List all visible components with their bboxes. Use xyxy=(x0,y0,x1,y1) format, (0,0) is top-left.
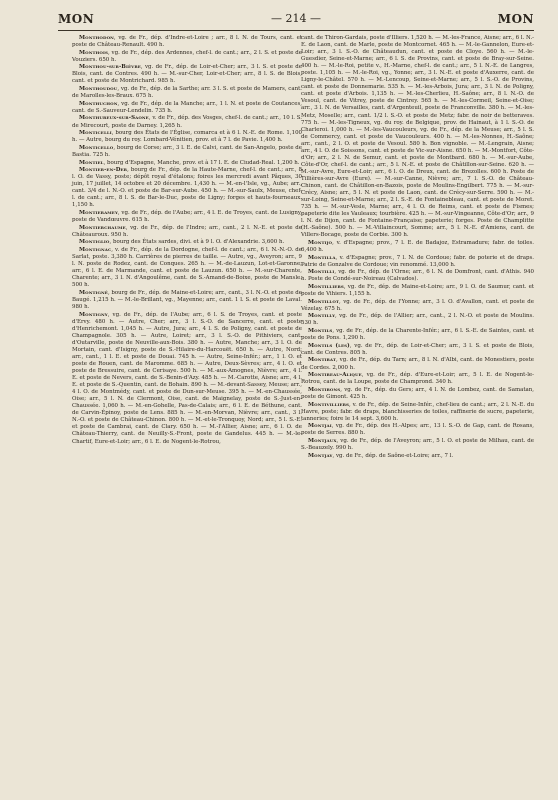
entry-text: , vg. de Fr., dép. de la Sarthe; arr. 3 l. S. et poste de Mamers, cant. de Marolles-les-Braux. 675 h. xyxy=(72,86,302,100)
entry-headword: Montijo xyxy=(308,239,333,246)
entry-headword: Monthois xyxy=(79,49,108,56)
page-number: — 214 — xyxy=(271,12,321,25)
right-column xyxy=(301,35,534,460)
entry-text: , bourg de Corse; arr., 3 l. E. de Calvi, cant. de San-Angelo, poste de Bastia. 725 h. xyxy=(72,144,302,158)
entry-headword: Montils (les) xyxy=(308,342,350,349)
entry-text: , vg. de Fr., dép. de l'Indre; arr., cant., 2 l. N.-E. et poste de Châteauroux. 950 h. xyxy=(72,224,302,238)
entry-headword: Montiel xyxy=(79,159,104,166)
entry-text: , vg. de Fr., dép. de l'Allier; arr., cant., 2 l. N.-O. et poste de Moulins. 530 h. xyxy=(301,313,534,327)
dictionary-entry xyxy=(72,86,302,100)
entry-text: , vg. de Fr., dép. du Gers; arr., 4 l. N. de Lombez, cant. de Samatan, poste de Gimont. 425 h. xyxy=(301,386,534,400)
dictionary-entry xyxy=(301,402,534,423)
entry-headword: Montils xyxy=(308,328,333,335)
dictionary-entry xyxy=(72,145,302,159)
dictionary-entry xyxy=(301,299,534,313)
dictionary-entry xyxy=(72,210,302,224)
entry-headword: Montiglio xyxy=(79,239,110,246)
entry-text: , vg. de Fr., dép. de l'Yonne; arr., 3 l. O. d'Avallon, cant. et poste de Vézelay. 675 h. xyxy=(301,298,534,312)
entry-headword: Montjaux xyxy=(308,437,337,444)
running-head-right: MON xyxy=(497,12,534,26)
dictionary-entry xyxy=(72,101,302,115)
entry-headword: Montilly xyxy=(308,313,336,320)
dictionary-entry xyxy=(301,453,534,460)
entry-headword: Montierchaume xyxy=(79,224,126,231)
entry-headword: Montivilliers xyxy=(308,401,350,408)
entry-headword: Monthoudou xyxy=(79,86,118,93)
dictionary-entry xyxy=(301,372,534,386)
entry-headword: Montigny xyxy=(79,311,108,318)
dictionary-entry xyxy=(301,387,534,401)
entry-headword: Montilliers xyxy=(308,284,344,291)
entry-text: , v. d'Espagne; prov., 7 l. E. de Badajoz, Estramadure; fabr. de toiles. 6,400 h. xyxy=(301,239,534,253)
entry-text: , vg. de Fr., dép. d'Eure-et-Loir; arr., 5 l. E. de Nogent-le-Rotrou, cant. de la Loupe, poste de Champrond. 340 h. xyxy=(301,372,534,386)
left-column xyxy=(72,35,302,446)
entry-headword: Monthuchon xyxy=(79,100,118,107)
entry-text: , bourg des États de l'Église, comarca et à 6 l. N.-E. de Rome. 1,100 h. — Autre, bourg du roy. Lombard-Vénitien, prov. et à 7 l. de Pavie. 1,400 h. xyxy=(72,130,302,144)
entry-headword: Montireau-Alique xyxy=(308,372,362,379)
dictionary-entry xyxy=(301,313,534,327)
entry-text: , vg. de Fr., dép. de Maine-et-Loire; arr., 9 l. O. de Saumur, cant. et poste de Vihiers. 1,155 h. xyxy=(301,284,534,298)
entry-text: , v. de Fr., dép. de Seine-Infér., chef-lieu de cant.; arr., 2 l. N.-E. du Havre, poste; fabr. de draps, blanchisseries de toiles, raffinerie de sucre, papeterie, tanneries; foire le 14 sept. 3,600 h. xyxy=(301,401,534,422)
entry-headword: Montieramey xyxy=(79,210,118,217)
entry-text: , vg. de Fr., dép. de l'Orne; arr., 6 l. N. de Domfront, cant. d'Athis. 940 h. Poste de Condé-sur-Noireau (Calvados). xyxy=(301,269,534,283)
dictionary-entry xyxy=(301,255,534,269)
dictionary-entry xyxy=(72,115,302,129)
entry-headword: Monticelli xyxy=(79,130,112,137)
entry-text: , vg. de Fr., dép. de l'Aube; arr., 4 l. E. de Troyes, cant. de Lusigny, poste de Vandœuvre. 615 h. xyxy=(72,210,302,224)
dictionary-entry xyxy=(72,160,302,167)
dictionary-entry xyxy=(301,284,534,298)
dictionary-entry xyxy=(72,35,302,49)
entry-headword: Montillot xyxy=(308,298,339,305)
entry-text: , vg. de Fr., dép. de Saône-et-Loire; arr., 7 l. xyxy=(332,452,454,459)
dictionary-entry xyxy=(72,167,302,209)
entry-headword: Montignac xyxy=(79,247,112,254)
entry-text: , vg. de Fr., dép. de l'Aube; arr., 6 l. S. de Troyes, cant. et poste d'Ervy. 480 h. — Autre, Cher; arr., 3 l. S.-O. de Sancerre, cant. et poste d'Henrichemont. 1,045 h. — Autre, Jura; arr., 4 l. S. de Poligny, cant. et poste de Champagnole. 305 h. — Autre, Loiret; arr., 3 l. S.-O. de Pithiviers, cant. d'Outarville, poste de Neuville-aux-Bois. 380 h. — Autre, Manche; arr., 3 l. O. de Mortain, cant. d'Isigny, poste de S.-Hilaire-du-Harcouët. 650 h. — Autre, Nord; arr., cant., 1 l. E. et poste de Douai. 745 h. — Autre, Seine-Infér.; arr., 1 l. O. et poste de Rouen, cant. de Maromme. 685 h. — Autre, Deux-Sèvres; arr., 4 l. O. et poste de Bressuire, cant. de Cerisaye. 500 h. — M.-aux-Amognes, Nièvre; arr., 4 l. E. et poste de Nevers, cant. de S.-Benin-d'Azy. 485 h. — M.-Carotte, Aisne; arr., 4 l. E. et poste de S.-Quentin, cant. de Bohain. 890 h. — M.-devant-Sassey, Meuse; arr., 4 l. O. de Montmédy, cant. et poste de Dun-sur-Meuse. 395 h. — M.-en-Chaussée, Oise; arr., 5 l. N. de Clermont, Oise, cant. de Maignelay, poste de S.-Just-en-Chaussée. 1,060 h. — M.-en-Gohelle, Pas-de-Calais; arr., 6 l. E. de Béthune, cant. de Carvin-Épinoy, poste de Lens. 885 h. — M.-en-Morvan, Nièvre; arr., cant., 3 l. N.-O. et poste de Château-Chinon. 800 h. — M.-et-le-Tronquoy, Nord; arr., 5 l. S.-E. et poste de Cambrai, cant. de Clary. 650 h. — M.-l'Allier, Aisne; arr., 6 l. O. de Château-Thierry, cant. de Neuilly-S.-Front, poste de Gandelus. 445 h. — M.-le-Chartif, Eure-et-Loir; arr., 6 l. E. de Nogent-le-Rotrou, xyxy=(72,311,302,445)
entry-text: , bourg de Fr., dép. de Maine-et-Loire; arr., cant., 3 l. N.-O. et poste de Baugé. 1,215 h. — M.-le-Brillant, vg., Mayenne; arr., cant. 1 l. S. et poste de Laval. 980 h. xyxy=(72,289,302,311)
entry-headword: Montirons xyxy=(308,386,341,393)
entry-text: , v. de Fr., dép. de la Dordogne, chef-l. de cant.; arr., 6 l. N.-N.-O. de Sarlat, poste. 3,380 h. Carrières de pierres de taille. — Autre, vg., Aveyron; arr., 9 l. N. poste de Rodez, cant. de Conques. 265 h. — M.-de-Lauzun, Lot-et-Garonne; arr., 6 l. E. de Marmande, cant. et poste de Lauzun. 650 h. — M.-sur-Charente, Charente; arr., 3 l. N. d'Angoulême, cant. de S.-Amand-de-Boixe, poste de Mansle. 500 h. xyxy=(72,247,302,289)
entry-text: , vg. de Fr., dép. des H.-Alpes; arr., 13 l. S.-O. de Gap, cant. de Rosans, poste de Serres. 880 h. xyxy=(301,423,534,437)
header-rule xyxy=(58,30,534,31)
dictionary-entry xyxy=(301,35,534,239)
entry-headword: Monthodon xyxy=(79,35,114,41)
dictionary-entry xyxy=(72,50,302,64)
entry-text: , v. d'Espagne; prov., 7 l. N. de Cordoue; fabr. de poterie et de draps. Patrie de Gonzalve de Cordoue; vin renommé. 13,000 h. xyxy=(301,254,534,268)
entry-text: , vg. de Fr., dép. de l'Aveyron; arr., 5 l. O. et poste de Milhau, cant. de S.-Beauzely. 990 h. xyxy=(301,437,534,451)
entry-headword: Montier-en-Der xyxy=(79,167,128,174)
dictionary-entry xyxy=(72,64,302,85)
dictionary-entry xyxy=(301,328,534,342)
entry-headword: Montirat xyxy=(308,357,336,364)
entry-text: , vg. de Fr., dép. d'Indre-et-Loire ; arr., 8 l. N. de Tours, cant. et poste de Château-Renault. 490 h. xyxy=(72,35,302,49)
dictionary-entry xyxy=(301,343,534,357)
dictionary-entry xyxy=(72,130,302,144)
dictionary-entry xyxy=(301,423,534,437)
dictionary-entry xyxy=(72,290,302,311)
entry-headword: Monticello xyxy=(79,144,114,151)
entry-text: cant. de Thiron-Gardais, poste d'Illiers. 1,520 h. — M.-les-France, Aisne; arr., 6 l. N.-E. de Laon, cant. de Marle, poste de Montcornet. 465 h. — M.-le-Gannelon, Eure-et-Loir; arr., 3 l. S.-O. de Châteaudun, cant. et poste de Cloye. 560 h. — M.-le-Guesdier, Seine-et-Marne; arr., 6 l. S. de Provins, cant. et poste de Bray-sur-Seine. 400 h. — M.-le-Roi, petite v., H.-Marne, chef-l. de cant.; arr., 5 l. N.-E. de Langres, poste. 1,105 h. — M.-le-Roi, vg., Yonne; arr., 3 l. N.-E. et poste d'Auxerre, cant. de Ligny-le-Châtel. 570 h. — M.-Lencoup, Seine-et-Marne; arr., 5 l. S.-O. de Provins, cant. et poste de Donnemarie. 535 h. — M.-les-Arbois, Jura; arr., 3 l. N. de Poligny, cant. et poste d'Arbois. 1,135 h. — M.-les-Cherlieu, H.-Saône; arr., 8 l. N.-O. de Vesoul, cant. de Vitrey, poste de Cintrey. 565 h. — M.-les-Cormeil, Seine-et-Oise; arr., 3 l. N. de Versailles, cant. d'Argenteuil, poste de Franconville. 380 h. — M.-les-Metz, Moselle; arr., cant. 1/2 l. S.-O. et poste de Metz; fabr. de noir de betteraves. 775 h. — M.-les-Tigneux, vg. du roy. de Belgique, prov. de Hainaut, à 1 l. S.-O. de Charleroi. 1,000 h. — M.-les-Vaucouleurs, vg. de Fr., dép. de la Meuse; arr., 5 l. S. de Commercy, cant. et poste de Vaucouleurs. 400 h. — M.-les-Nonnes, H.-Saône; arr., cant., 2 l. O. et poste de Vesoul. 580 h. Bon vignoble. — M.-Lengrain, Aisne; arr., 4 l. O. de Soissons, cant. et poste de Vic-sur-Aisne. 650 h. — M.-Montfort, Côte-d'Or; arr., 2 l. N. de Semur, cant. et poste de Montbard. 680 h. — M.-sur-Aube, Côte-d'Or, chef-l. de cant.; arr., 5 l. N.-E. et poste de Châtillon-sur-Seine. 620 h. — M.-sur-Avre, Eure-et-Loir; arr., 6 l. O. de Dreux, cant. de Brezolles. 600 h. Poste de Tillières-sur-Avre (Eure). — M.-sur-Canne, Nièvre; arr., 7 l. S.-O. de Château-Chinon, cant. de Châtillon-en-Bazois, poste de Moulins-Engilbert. 775 h. — M.-sur-Crécy, Aisne; arr., 5 l. N. et poste de Laon, cant. de Crécy-sur-Serre. 590 h. — M.-sur-Loing, Seine-et-Marne; arr., 2 l. S.-E. de Fontainebleau, cant. et poste de Moret. 735 h. — M.-sur-Vesle, Marne; arr., 4 l. O. de Reims, cant. et poste de Fismes; papeterie dite les Vauleaux; tourbière. 425 h. — M.-sur-Vingeanne, Côte-d'Or; arr., 9 l. N. de Dijon, cant. de Fontaine-Française; papeterie; forges. Poste de Champlitte (H.-Saône). 500 h. — M.-Villaincourt, Somme; arr., 5 l. N.-E. d'Amiens, cant. de Villers-Bocage, poste de Corbie. 300 h. xyxy=(301,35,535,239)
entry-headword: Montjay xyxy=(308,452,333,459)
entry-text: , vg. de Fr., dép. de la Manche; arr., 1 l. N. et poste de Coutances, cant. de S.-Sauveur-Lendelin. 735 h. xyxy=(72,100,302,114)
entry-headword: Montigné xyxy=(79,289,108,296)
dictionary-entry xyxy=(72,225,302,239)
dictionary-entry xyxy=(301,240,534,254)
entry-text: , vg. de Fr., dép. de Loir-et-Cher; arr., 3 l. S. et poste de Blois, cant. de Contres. 805 h. xyxy=(301,342,535,356)
dictionary-entry xyxy=(72,312,302,446)
entry-text: , bourg des États sardes, divi. et à 9 l. O. d'Alexandrie. 3,600 h. xyxy=(109,239,285,246)
entry-text: , bourg de Fr., dép. de la Haute-Marne, chef-l. de cant.; arr., 8 l. O. de Vassy, poste; dépôt royal d'étalons; foires les mercredi avant Pâques, 30 juin, 17 juillet, 14 octobre et 20 décembre. 1,430 h. — M.-en-l'Isle, vg., Aube; arr., cant. 3/4 de l. N.-O. et poste de Bar-sur-Aube. 450 h. — M.-sur-Saulx, Meuse, chef-l. de cant.; arr., 8 l. S. de Bar-le-Duc, poste de Ligny; forges et hauts-fourneaux. 1,150 h. xyxy=(72,167,302,209)
dictionary-entry xyxy=(72,247,302,289)
entry-text: , vg. de Fr., dép. de Loir-et-Cher; arr., 3 l. S. et poste de Blois, cant. de Contres. 490 h. — M.-sur-Cher, Loir-et-Cher; arr., 8 l. S. de Blois, cant. et poste de Montrichard. 985 h. xyxy=(72,64,302,85)
running-head-left: MON xyxy=(58,12,95,26)
entry-headword: Montilla xyxy=(308,254,336,261)
dictionary-entry xyxy=(301,269,534,283)
entry-headword: Montilli xyxy=(308,269,335,276)
entry-text: , v. de Fr., dép. des Vosges, chef-l. de cant.; arr., 10 l. S. de Mirecourt, poste de Darney. 1,265 h. xyxy=(72,115,302,129)
page-header xyxy=(58,12,534,32)
entry-text: , vg. de Fr., dép. des Ardennes, chef-l. de cant.; arr., 2 l. S. et poste de Vouziers. 650 h. xyxy=(72,49,302,63)
dictionary-entry xyxy=(301,357,534,371)
entry-text: , vg. de Fr., dép. de la Charente-Infér.; arr., 6 l. S.-E. de Saintes, cant. et poste de Pons. 1,290 h. xyxy=(301,328,534,342)
dictionary-entry xyxy=(72,239,302,246)
entry-text: , vg. de Fr., dép. du Tarn; arr., 8 l. N. d'Albi, cant. de Monestiers, poste de Cordes. 2,000 h. xyxy=(301,357,534,371)
entry-headword: Montjai xyxy=(308,423,332,430)
entry-text: , bourg d'Espagne, Manche, prov. et à 17 l. E. de Ciudad-Real. 1,200 h. xyxy=(103,159,300,166)
entry-headword: Monthou-sur-Bièvre xyxy=(79,64,141,71)
dictionary-entry xyxy=(301,438,534,452)
entry-headword: Monthureux-sur-Saone xyxy=(79,115,149,122)
